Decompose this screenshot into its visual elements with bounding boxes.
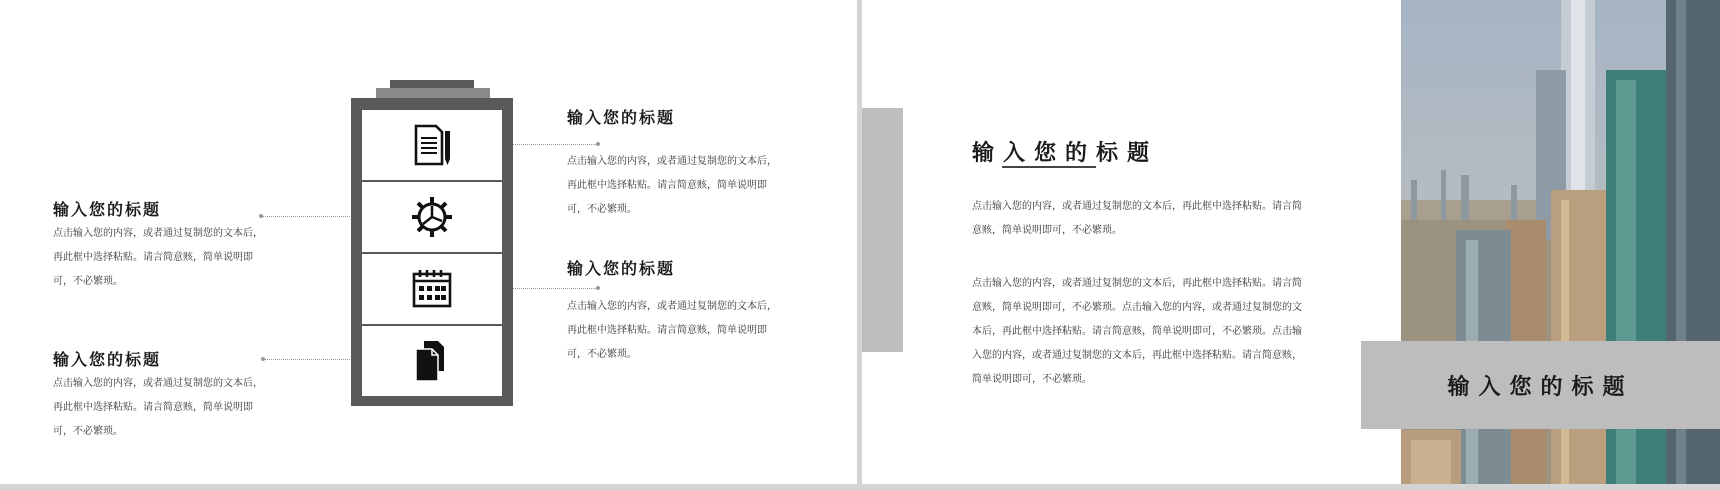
connector-line	[502, 288, 598, 289]
title-underline	[1002, 166, 1096, 168]
slide-right	[862, 0, 1720, 484]
calendar-icon	[410, 267, 454, 311]
connector-dot	[261, 357, 265, 361]
battery-cap-base	[376, 88, 490, 98]
battery-cell	[362, 326, 502, 396]
block-title: 输入您的标题	[53, 352, 162, 369]
slide-left	[0, 0, 857, 484]
block-title: 输入您的标题	[567, 261, 676, 278]
connector-dot	[259, 214, 263, 218]
block-title: 输入您的标题	[53, 202, 162, 219]
connector-line	[264, 359, 362, 360]
block-text: 点击输入您的内容，或者通过复制您的文本后， 再此框中选择粘贴。请言简意赅，简单说明即 可，不必繁琐。	[53, 228, 263, 287]
side-accent-bar	[862, 108, 903, 352]
connector-dot	[596, 286, 600, 290]
page-title: 输入您的标题	[972, 140, 1159, 165]
battery-cell	[362, 110, 502, 180]
gear-icon	[410, 195, 454, 239]
connector-line	[262, 216, 362, 217]
battery-cell	[362, 254, 502, 324]
title-card	[1361, 341, 1720, 429]
card-title: 输入您的标题	[1447, 373, 1634, 399]
copy-files-icon	[410, 339, 454, 383]
block-text: 点击输入您的内容，或者通过复制您的文本后， 再此框中选择粘贴。请言简意赅，简单说明即 可，不必繁琐。	[567, 301, 777, 360]
block-title: 输入您的标题	[567, 110, 676, 127]
block-text: 点击输入您的内容，或者通过复制您的文本后， 再此框中选择粘贴。请言简意赅，简单说明即 可，不必繁琐。	[567, 156, 777, 215]
paragraph: 点击输入您的内容，或者通过复制您的文本后，再此框中选择粘贴。请言简 意赅，简单说明即可，不必繁琐。点击输入您的内容，或者通过复制您的文 本后，再此框中选择粘贴。请言简意赅，简单说明即可，不必繁琐。点击输 入您的内容，或者通过复制您的文本后，再此框中选择粘贴。请言简意赅， 简单说明即可，不必繁琐。	[972, 278, 1302, 385]
document-pen-icon	[410, 123, 454, 167]
connector-line	[502, 144, 598, 145]
block-text: 点击输入您的内容，或者通过复制您的文本后， 再此框中选择粘贴。请言简意赅，简单说明即 可，不必繁琐。	[53, 378, 263, 437]
paragraph: 点击输入您的内容，或者通过复制您的文本后，再此框中选择粘贴。请言简 意赅，简单说明即可，不必繁琐。	[972, 201, 1302, 236]
connector-dot	[596, 142, 600, 146]
battery-cell	[362, 182, 502, 252]
